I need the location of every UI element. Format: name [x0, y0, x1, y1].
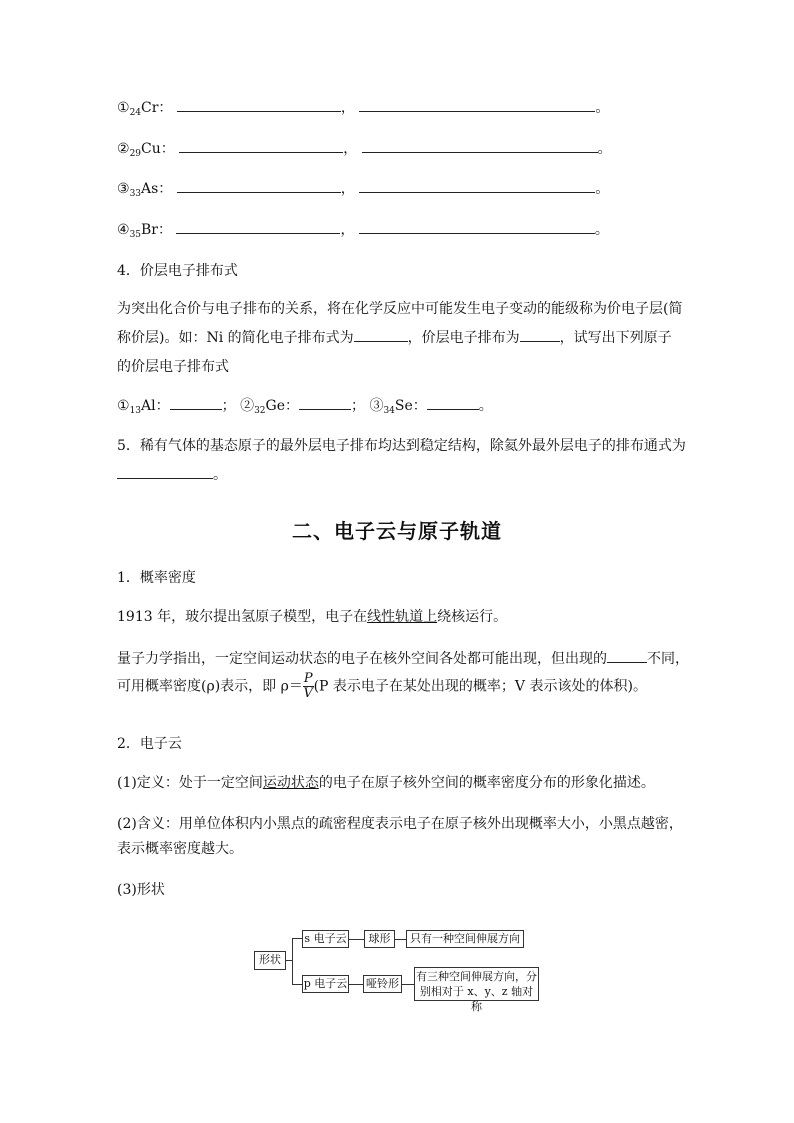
quantum-paragraph-line1	[117, 648, 689, 668]
item-as	[117, 178, 609, 199]
item-number: ②	[117, 141, 130, 157]
connector-line	[292, 984, 302, 985]
text: 量子力学指出，一定空间运动状态的电子在核外空间各处都可能出现，但出现的	[117, 651, 607, 667]
atomic-number: 24	[129, 108, 142, 118]
answer-blank[interactable]	[354, 327, 408, 342]
section4-line1: 为突出化合价与电子排布的关系，将在化学反应中可能发生电子变动的能级称为价电子层(简	[117, 301, 683, 317]
section2-title: 二、电子云与原子轨道	[292, 519, 502, 543]
element-symbol: Al：	[141, 398, 170, 414]
atomic-number: 34	[383, 406, 395, 416]
separator: 。	[478, 398, 493, 414]
text: 称价层)。如：Ni 的简化电子排布式为	[117, 330, 354, 346]
text: (P 表示电子在某处出现的概率；V 表示该处的体积)。	[313, 678, 647, 695]
connector-line	[395, 939, 406, 940]
item-cr	[117, 97, 609, 118]
answer-blank[interactable]	[176, 219, 340, 234]
atomic-number: 29	[129, 149, 142, 159]
answer-blank[interactable]	[520, 327, 560, 342]
comma: ，	[340, 100, 355, 116]
p-description-line: 别相对于 x、y、z 轴对称	[419, 985, 534, 1013]
text: ，试写出下列原子	[559, 330, 672, 346]
p-description-line: 有三种空间伸展方向，分	[416, 970, 537, 983]
text: ，价层电子排布为	[407, 330, 520, 346]
answer-blank[interactable]	[299, 395, 351, 410]
item-number: ③	[369, 398, 384, 414]
connector-line	[292, 938, 293, 984]
element-symbol: Br：	[141, 222, 172, 238]
period: 。	[595, 181, 610, 197]
section5-line1: 5．稀有气体的基态原子的最外层电子排布均达到稳定结构，除氦外最外层电子的排布通式为	[117, 438, 686, 454]
section4-heading: 4．价层电子排布式	[117, 263, 238, 279]
answer-blank[interactable]	[607, 648, 647, 663]
connector-line	[349, 939, 364, 940]
item-number: ①	[117, 100, 130, 116]
separator: ；	[350, 398, 365, 414]
definition-line	[117, 772, 655, 792]
s-description-box: 只有一种空间伸展方向	[406, 930, 524, 948]
answer-blank[interactable]	[362, 138, 598, 153]
item-number: ②	[240, 398, 255, 414]
answer-blank[interactable]	[359, 178, 595, 193]
section4-questions	[117, 395, 493, 416]
quantum-paragraph-line2	[117, 672, 647, 701]
comma: ，	[340, 181, 355, 197]
text: 的电子在原子核外空间的概率密度分布的形象化描述。	[318, 775, 655, 791]
text: (1)定义：处于一定空间	[117, 775, 263, 791]
item-cu	[117, 138, 612, 159]
period: 。	[594, 222, 609, 238]
text: 1913 年，玻尔提出氢原子模型，电子在	[117, 609, 368, 625]
text: 绕核运行。	[437, 609, 508, 625]
s-shape-box: 球形	[364, 930, 395, 948]
connector-line	[402, 984, 414, 985]
underlined-text: 运动状态	[262, 775, 319, 791]
p-cloud-box: p 电子云	[302, 975, 349, 993]
period: 。	[213, 467, 227, 483]
diagram-root-box: 形状	[254, 951, 286, 970]
atomic-number: 35	[129, 230, 142, 240]
element-symbol: Cr：	[141, 100, 173, 116]
section4-line2	[117, 327, 672, 347]
atomic-number: 32	[254, 406, 266, 416]
meaning-line2: 表示概率密度越大。	[117, 841, 243, 857]
p-shape-box: 哑铃形	[363, 975, 402, 993]
atomic-number: 33	[129, 189, 142, 199]
element-symbol: Ge：	[265, 398, 299, 414]
answer-blank[interactable]	[117, 464, 213, 479]
answer-blank[interactable]	[359, 97, 595, 112]
element-symbol: As：	[141, 181, 173, 197]
item-number: ③	[117, 181, 130, 197]
meaning-line1: (2)含义：用单位体积内小黑点的疏密程度表示电子在原子核外出现概率大小，小黑点越密，	[117, 816, 683, 832]
subheading-probability-density: 1．概率密度	[117, 570, 196, 586]
comma: ，	[343, 141, 358, 157]
atomic-number: 13	[129, 406, 142, 416]
density-formula	[303, 672, 314, 701]
s-cloud-box: s 电子云	[302, 930, 349, 948]
p-description-box	[414, 967, 539, 1013]
section5-line2	[117, 464, 227, 484]
answer-blank[interactable]	[177, 178, 341, 193]
shape-heading: (3)形状	[117, 882, 165, 898]
underlined-text: 线性轨道上	[367, 609, 438, 625]
text: 不同，	[647, 651, 689, 667]
answer-blank[interactable]	[179, 138, 343, 153]
connector-line	[349, 984, 363, 985]
separator: ；	[221, 398, 236, 414]
period: 。	[597, 141, 612, 157]
item-br	[117, 219, 609, 240]
answer-blank[interactable]	[177, 97, 341, 112]
answer-blank[interactable]	[427, 395, 479, 410]
formula-denominator: V	[303, 686, 313, 701]
formula-numerator: P	[303, 671, 313, 686]
answer-blank[interactable]	[170, 395, 222, 410]
section4-line3: 的价层电子排布式	[117, 359, 229, 375]
bohr-paragraph	[117, 606, 507, 626]
comma: ，	[340, 222, 355, 238]
period: 。	[595, 100, 610, 116]
answer-blank[interactable]	[359, 219, 595, 234]
subheading-electron-cloud: 2．电子云	[117, 736, 182, 752]
text: 可用概率密度(ρ)表示，即 ρ＝	[117, 678, 303, 695]
element-symbol: Se：	[394, 398, 427, 414]
item-number: ①	[117, 398, 130, 414]
element-symbol: Cu：	[141, 141, 175, 157]
connector-line	[292, 938, 302, 939]
item-number: ④	[117, 222, 130, 238]
